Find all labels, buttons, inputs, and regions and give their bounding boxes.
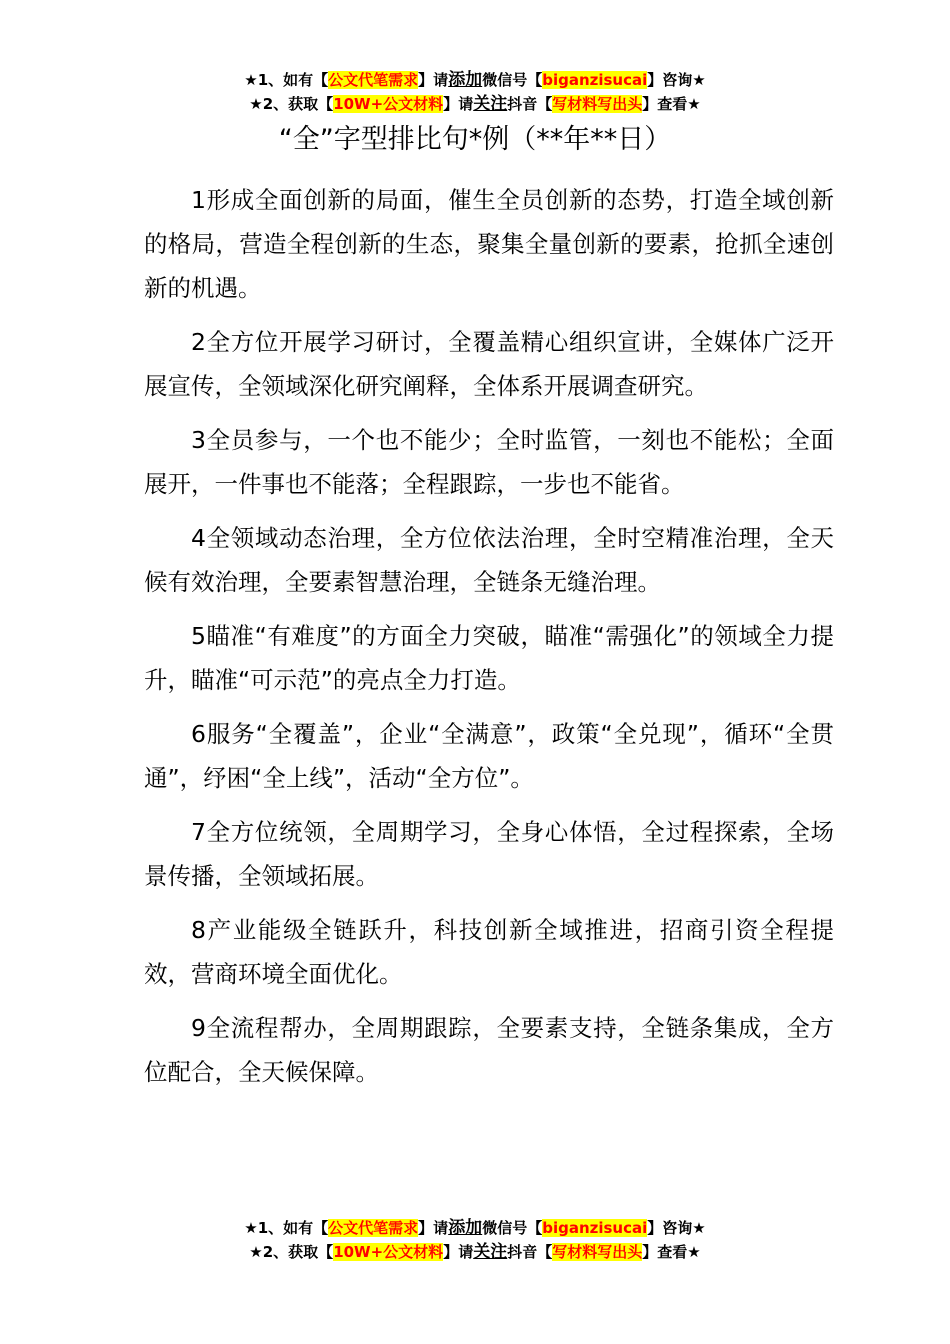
banner-text: 2、获取【 — [262, 95, 334, 113]
highlight-douyin-account: 写材料写出头 — [552, 95, 643, 113]
highlight-materials: 10W+公文材料 — [333, 1243, 444, 1261]
banner-text: 】请 — [418, 1219, 449, 1237]
emphasis-text: 添加 — [448, 70, 483, 90]
star-icon: ★ — [249, 95, 263, 113]
banner-line-2 — [0, 1240, 950, 1264]
banner-line-2 — [0, 92, 950, 116]
paragraph-9: 9全流程帮办，全周期跟踪，全要素支持，全链条集成，全方位配合，全天候保障。 — [144, 1014, 834, 1086]
banner-text: 】咨询★ — [647, 1219, 706, 1237]
paragraph-8: 8产业能级全链跃升，科技创新全域推进，招商引资全程提效，营商环境全面优化。 — [144, 916, 834, 988]
document-body — [144, 178, 834, 1104]
banner-text: 1、如有【 — [257, 71, 329, 89]
paragraph-7: 7全方位统领，全周期学习，全身心体悟，全过程探索，全场景传播，全领域拓展。 — [144, 818, 834, 890]
paragraph-1: 1形成全面创新的局面，催生全员创新的态势，打造全域创新的格局，营造全程创新的生态，聚集全量创新的要素，抢抓全速创新的机遇。 — [144, 186, 834, 302]
highlight-wechat-id: biganzisucai — [542, 1219, 648, 1237]
banner-text: 抖音【 — [507, 95, 553, 113]
highlight-materials: 10W+公文材料 — [333, 95, 444, 113]
highlight-douyin-account: 写材料写出头 — [552, 1243, 643, 1261]
banner-line-1 — [0, 1216, 950, 1240]
banner-text: 微信号【 — [482, 1219, 543, 1237]
emphasis-text: 添加 — [448, 1218, 483, 1238]
banner-text: 】查看★ — [642, 95, 701, 113]
banner-text: 】请 — [443, 95, 474, 113]
star-icon: ★ — [244, 1219, 258, 1237]
highlight-service: 公文代笔需求 — [328, 71, 419, 89]
banner-text: 】查看★ — [642, 1243, 701, 1261]
emphasis-text: 关注 — [473, 94, 508, 114]
banner-text: 】请 — [443, 1243, 474, 1261]
footer-banner — [0, 1216, 950, 1264]
banner-text: 微信号【 — [482, 71, 543, 89]
paragraph-3: 3全员参与，一个也不能少；全时监管，一刻也不能松；全面展开，一件事也不能落；全程跟踪，一步也不能省。 — [144, 426, 834, 498]
header-banner — [0, 68, 950, 116]
banner-text: 】咨询★ — [647, 71, 706, 89]
document-title: “全”字型排比句*例（**年**日） — [278, 124, 672, 155]
highlight-service: 公文代笔需求 — [328, 1219, 419, 1237]
banner-text: 2、获取【 — [262, 1243, 334, 1261]
star-icon: ★ — [249, 1243, 263, 1261]
banner-text: 抖音【 — [507, 1243, 553, 1261]
paragraph-6: 6服务“全覆盖”，企业“全满意”，政策“全兑现”，循环“全贯通”，纾困“全上线”，活动“全方位”。 — [144, 720, 834, 792]
emphasis-text: 关注 — [473, 1242, 508, 1262]
banner-text: 1、如有【 — [257, 1219, 329, 1237]
paragraph-4: 4全领域动态治理，全方位依法治理，全时空精准治理，全天候有效治理，全要素智慧治理，全链条无缝治理。 — [144, 524, 834, 596]
banner-line-1 — [0, 68, 950, 92]
paragraph-5: 5瞄准“有难度”的方面全力突破，瞄准“需强化”的领域全力提升，瞄准“可示范”的亮点全力打造。 — [144, 622, 834, 694]
banner-text: 】请 — [418, 71, 449, 89]
star-icon: ★ — [244, 71, 258, 89]
paragraph-2: 2全方位开展学习研讨，全覆盖精心组织宣讲，全媒体广泛开展宣传，全领域深化研究阐释，全体系开展调查研究。 — [144, 328, 834, 400]
highlight-wechat-id: biganzisucai — [542, 71, 648, 89]
